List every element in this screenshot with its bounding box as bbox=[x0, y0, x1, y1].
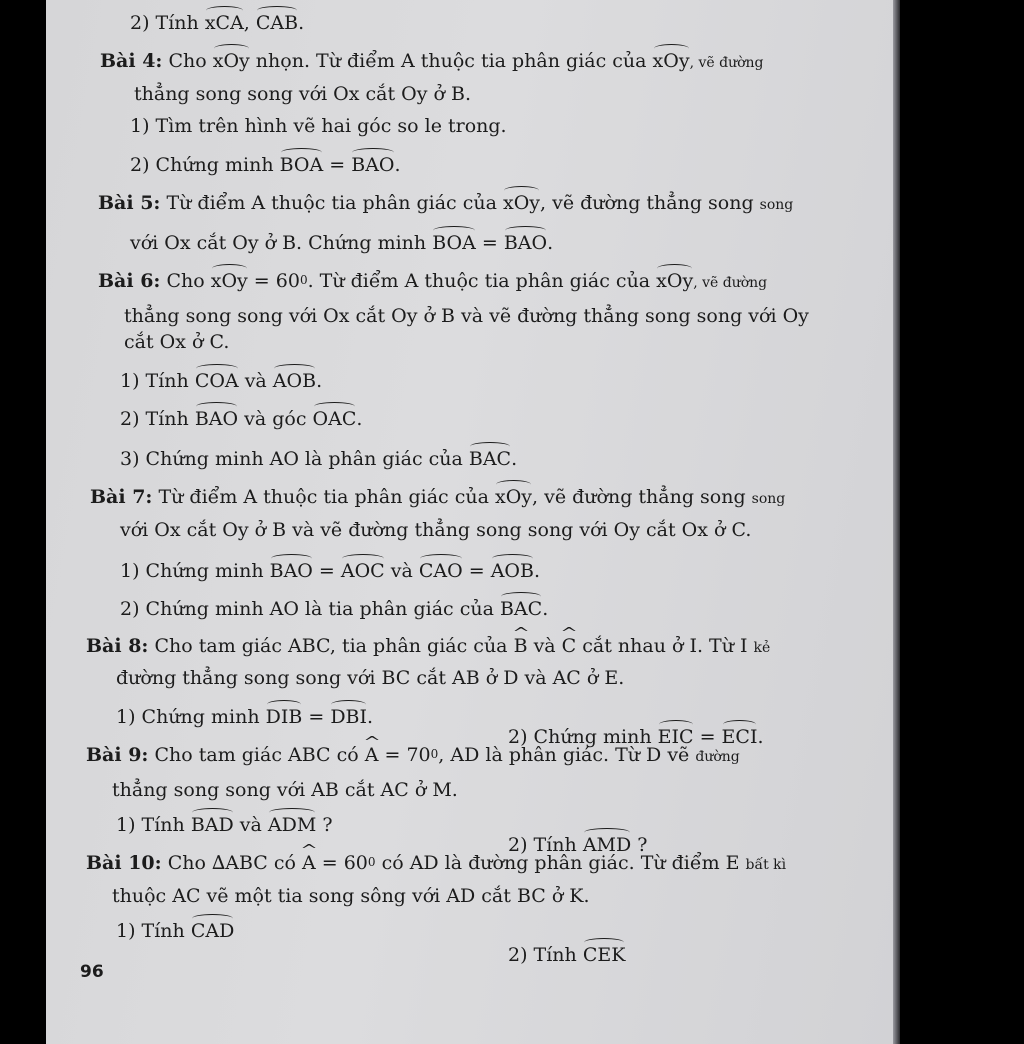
text-line bbox=[130, 8, 304, 35]
cut-off-text: , vẽ đường bbox=[689, 55, 764, 71]
text-run: với Ox cắt Oy ở B và vẽ đường thẳng song song với Oy cắt Ox ở C. bbox=[120, 519, 752, 541]
text-run: đường thẳng song song với BC cắt AB ở D và AC ở E. bbox=[116, 667, 625, 689]
angle-notation: xOy bbox=[211, 266, 248, 293]
exercise-label: Bài 7: bbox=[90, 486, 153, 508]
angle-notation: xOy bbox=[653, 46, 690, 73]
angle-notation: BAC bbox=[500, 594, 542, 621]
text-run: 1) Tính bbox=[116, 920, 191, 942]
angle-notation: BAO bbox=[504, 228, 547, 255]
text-run: thẳng song song với Ox cắt Oy ở B. bbox=[134, 83, 471, 105]
text-run: Cho tam giác ABC có bbox=[148, 744, 365, 766]
text-run: 3) Chứng minh AO là phân giác của bbox=[120, 448, 469, 470]
angle-notation: COA bbox=[195, 366, 239, 393]
exercise-label: Bài 10: bbox=[86, 852, 162, 874]
text-run: 2) Tính bbox=[130, 12, 205, 34]
text-line bbox=[120, 594, 548, 621]
cut-off-text: song bbox=[759, 197, 794, 213]
text-line bbox=[120, 366, 322, 393]
angle-notation: CAO bbox=[419, 556, 463, 583]
text-run: ? bbox=[631, 834, 648, 856]
text-line bbox=[120, 518, 751, 542]
text-line bbox=[120, 444, 517, 471]
cut-off-text: song bbox=[751, 491, 786, 507]
angle-notation: BOA bbox=[280, 150, 324, 177]
text-run: . bbox=[757, 726, 764, 748]
text-run: có AD là đường phân giác. Từ điểm E bbox=[375, 852, 746, 874]
text-run: = bbox=[475, 232, 504, 254]
text-run: và góc bbox=[238, 408, 313, 430]
angle-notation: EIC bbox=[658, 722, 694, 749]
text-run: và bbox=[527, 635, 562, 657]
text-line bbox=[508, 940, 625, 967]
degree-superscript: 0 bbox=[430, 747, 439, 761]
text-run: = 70 bbox=[378, 744, 431, 766]
text-run: và bbox=[233, 814, 268, 836]
angle-notation: AMD bbox=[583, 830, 631, 857]
exercise-8-heading bbox=[86, 634, 770, 660]
angle-notation: OAC bbox=[313, 404, 357, 431]
text-run: = bbox=[462, 560, 491, 582]
angle-notation: BAD bbox=[191, 810, 234, 837]
angle-notation: ECI bbox=[722, 722, 758, 749]
text-run: Cho bbox=[160, 270, 211, 292]
text-run: Từ điểm A thuộc tia phân giác của bbox=[160, 192, 503, 214]
text-run: 1) Tìm trên hình vẽ hai góc so le trong. bbox=[130, 115, 507, 137]
text-run: = bbox=[693, 726, 722, 748]
text-line bbox=[134, 82, 471, 106]
text-run: Cho tam giác ABC, tia phân giác của bbox=[148, 635, 514, 657]
text-run: . bbox=[298, 12, 305, 34]
text-line bbox=[124, 330, 229, 354]
angle-notation: DIB bbox=[266, 702, 303, 729]
text-run: và bbox=[384, 560, 419, 582]
text-run: 2) Chứng minh bbox=[508, 726, 658, 748]
exercise-10-heading bbox=[86, 850, 786, 877]
text-run: thẳng song song với Ox cắt Oy ở B và vẽ đường thẳng song song với Oy bbox=[124, 305, 809, 327]
angle-hat-notation: ^ C bbox=[562, 634, 577, 658]
text-line bbox=[116, 810, 333, 837]
text-line bbox=[116, 702, 373, 729]
angle-notation: BAO bbox=[351, 150, 394, 177]
angle-notation: xOy bbox=[503, 188, 540, 215]
angle-notation: xOy bbox=[213, 46, 250, 73]
angle-hat-notation: ^ A bbox=[365, 743, 379, 767]
exercise-4-heading bbox=[100, 46, 764, 75]
text-line bbox=[116, 916, 234, 943]
angle-notation: BAO bbox=[195, 404, 238, 431]
cut-off-text: kẻ bbox=[753, 640, 771, 656]
text-line bbox=[130, 114, 507, 138]
angle-notation: xOy bbox=[656, 266, 693, 293]
text-run: ? bbox=[316, 814, 333, 836]
text-run: . bbox=[511, 448, 518, 470]
text-run: với Ox cắt Oy ở B. Chứng minh bbox=[130, 232, 433, 254]
text-run: 2) Tính bbox=[120, 408, 195, 430]
angle-notation: BOA bbox=[432, 228, 476, 255]
text-run: thẳng song song với AB cắt AC ở M. bbox=[112, 779, 458, 801]
text-line bbox=[120, 556, 540, 583]
angle-hat-notation: ^ B bbox=[514, 634, 528, 658]
cut-off-text: bất kì bbox=[745, 857, 787, 873]
text-run: = 60 bbox=[247, 270, 300, 292]
text-run: , vẽ đường thẳng song bbox=[532, 486, 752, 508]
angle-notation: CEK bbox=[583, 940, 626, 967]
angle-notation: BAC bbox=[469, 444, 511, 471]
text-run: 1) Tính bbox=[116, 814, 191, 836]
exercise-label: Bài 8: bbox=[86, 635, 149, 657]
exercise-label: Bài 6: bbox=[98, 270, 161, 292]
text-run: = bbox=[302, 706, 331, 728]
text-run: . Từ điểm A thuộc tia phân giác của bbox=[307, 270, 657, 292]
text-run: 1) Tính bbox=[120, 370, 195, 392]
text-run: Cho ∆ABC có bbox=[161, 852, 302, 874]
text-run: . bbox=[394, 154, 401, 176]
text-run: . bbox=[542, 598, 549, 620]
text-line bbox=[116, 666, 624, 690]
text-line bbox=[124, 304, 809, 328]
exercise-9-heading bbox=[86, 742, 740, 769]
book-page bbox=[46, 0, 900, 1044]
text-run: = bbox=[323, 154, 352, 176]
text-run: cắt nhau ở I. Từ I bbox=[576, 635, 754, 657]
angle-notation: xOy bbox=[495, 482, 532, 509]
text-run: . bbox=[533, 560, 541, 582]
text-run: 2) Chứng minh bbox=[130, 154, 280, 176]
angle-notation: CAB bbox=[256, 8, 298, 35]
text-run: = bbox=[312, 560, 341, 582]
exercise-7-heading bbox=[90, 482, 785, 511]
text-run: = 60 bbox=[315, 852, 368, 874]
text-run: 2) Chứng minh AO là tia phân giác của bbox=[120, 598, 500, 620]
page-edge-shadow bbox=[893, 0, 900, 1044]
angle-notation: BAO bbox=[270, 556, 313, 583]
text-run: 1) Chứng minh bbox=[116, 706, 266, 728]
angle-notation: AOC bbox=[341, 556, 385, 583]
text-run: . bbox=[356, 408, 363, 430]
exercise-5-heading bbox=[98, 188, 793, 217]
text-run: . bbox=[316, 370, 323, 392]
degree-superscript: 0 bbox=[299, 273, 308, 287]
angle-notation: xCA bbox=[205, 8, 244, 35]
angle-notation: CAD bbox=[191, 916, 235, 943]
angle-notation: AOB bbox=[273, 366, 316, 393]
text-line bbox=[112, 884, 590, 908]
angle-notation: DBI bbox=[330, 702, 367, 729]
text-run: 1) Chứng minh bbox=[120, 560, 270, 582]
exercise-6-heading bbox=[98, 266, 767, 295]
text-run: 2) Tính bbox=[508, 834, 583, 856]
text-run: và bbox=[238, 370, 273, 392]
exercise-label: Bài 4: bbox=[100, 50, 163, 72]
text-run: thuộc AC vẽ một tia song sông với AD cắt BC ở K. bbox=[112, 885, 590, 907]
text-run: Từ điểm A thuộc tia phân giác của bbox=[152, 486, 495, 508]
text-line bbox=[130, 228, 553, 255]
text-run: Cho bbox=[162, 50, 213, 72]
text-run: . bbox=[547, 232, 554, 254]
angle-hat-notation: ^ A bbox=[302, 851, 316, 875]
page-number: 96 bbox=[80, 962, 104, 982]
text-run: cắt Ox ở C. bbox=[124, 331, 230, 353]
cut-off-text: đường bbox=[695, 749, 740, 765]
exercise-label: Bài 9: bbox=[86, 744, 149, 766]
text-run: , bbox=[243, 12, 256, 34]
text-line bbox=[120, 404, 362, 431]
angle-notation: ADM bbox=[268, 810, 316, 837]
text-run: 2) Tính bbox=[508, 944, 583, 966]
text-run: nhọn. Từ điểm A thuộc tia phân giác của bbox=[249, 50, 653, 72]
degree-superscript: 0 bbox=[367, 855, 376, 869]
text-line bbox=[130, 150, 401, 177]
text-run: . bbox=[367, 706, 374, 728]
text-run: , vẽ đường thẳng song bbox=[540, 192, 760, 214]
text-run: , AD là phân giác. Từ D vẽ bbox=[438, 744, 696, 766]
exercise-label: Bài 5: bbox=[98, 192, 161, 214]
angle-notation: AOB bbox=[491, 556, 534, 583]
cut-off-text: , vẽ đường bbox=[693, 275, 768, 291]
text-line bbox=[112, 778, 458, 802]
